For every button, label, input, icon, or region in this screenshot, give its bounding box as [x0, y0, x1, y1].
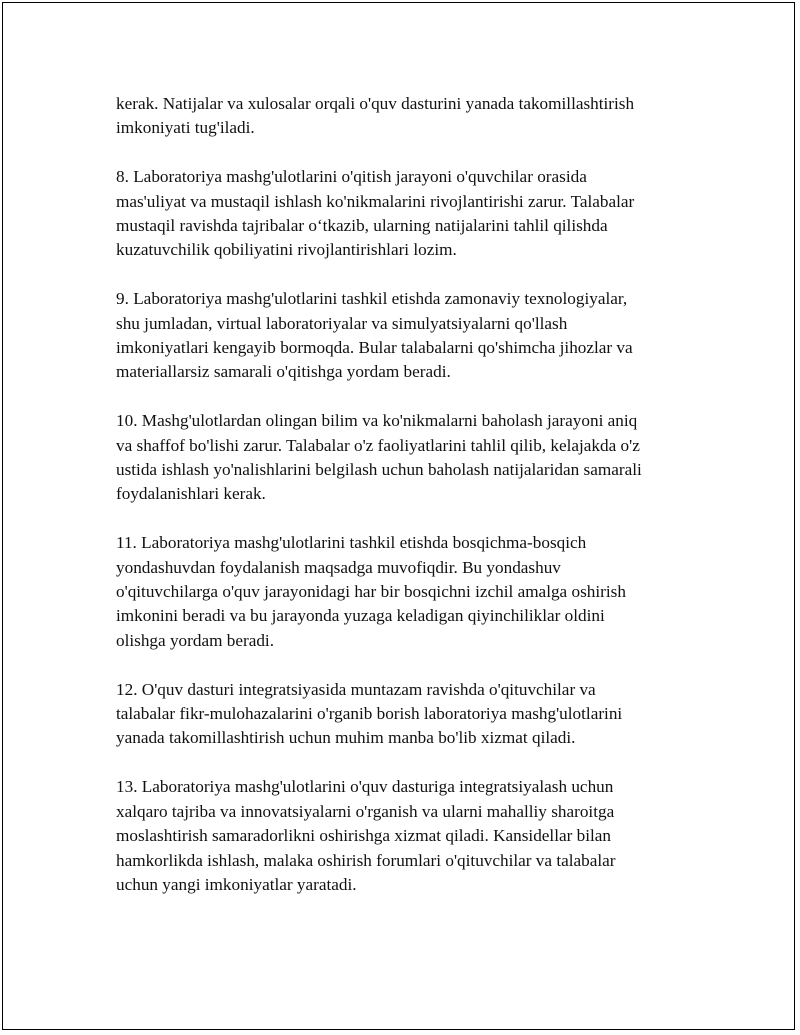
paragraph-item-8: 8. Laboratoriya mashg'ulotlarini o'qitish jarayoni o'quvchilar orasida mas'uliyat va mustaqil ishlash ko'nikmalarini rivojlantirishi zarur. Talabalar mustaqil ravishda tajribalar o‘tkazib, ularning natijalarini tahlil qilishda kuzatuvchilik qobiliyatini rivojlantirishlari lozim. — [116, 167, 635, 260]
paragraph-continuation: kerak. Natijalar va xulosalar orqali o'quv dasturini yanada takomillashtirish imkoniyati tug'iladi. — [116, 94, 635, 138]
paragraph-item-11: 11. Laboratoriya mashg'ulotlarini tashkil etishda bosqichma-bosqich yondashuvdan foydalanish maqsadga muvofiqdir. Bu yondashuv o'qituvchilarga o'quv jarayonidagi har bir bosqichni izchil amalga oshirish imkonini beradi va bu jarayonda yuzaga keladigan qiyinchiliklar oldini olishga yordam beradi. — [116, 533, 626, 650]
paragraph-item-10: 10. Mashg'ulotlardan olingan bilim va ko'nikmalarni baholash jarayoni aniq va shaffof bo'lishi zarur. Talabalar o'z faoliyatlarini tahlil qilib, kelajakda o'z ustida ishlash yo'nalishlarini belgilash uchun baholash natijalaridan samarali foydalanishlari kerak. — [116, 411, 642, 504]
paragraph-item-9: 9. Laboratoriya mashg'ulotlarini tashkil etishda zamonaviy texnologiyalar, shu jumladan, virtual laboratoriyalar va simulyatsiyalarni qo'llash imkoniyatlari kengayib bormoqda. Bular talabalarni qo'shimcha jihozlar va materiallarsiz samarali o'qitishga yordam beradi. — [116, 289, 633, 382]
document-body — [116, 92, 696, 922]
paragraph-item-12: 12. O'quv dasturi integratsiyasida muntazam ravishda o'qituvchilar va talabalar fikr-mulohazalarini o'rganib borish laboratoriya mashg'ulotlarini yanada takomillashtirish uchun muhim manba bo'lib xizmat qiladi. — [116, 679, 623, 748]
paragraph-item-13: 13. Laboratoriya mashg'ulotlarini o'quv dasturiga integratsiyalash uchun xalqaro tajriba va innovatsiyalarni o'rganish va ularni mahalliy sharoitga moslashtirish samaradorlikni oshirishga xizmat qiladi. Kansidellar bilan hamkorlikda ishlash, malaka oshirish forumlari o'qituvchilar va talabalar uchun yangi imkoniyatlar yaratadi. — [116, 777, 616, 894]
